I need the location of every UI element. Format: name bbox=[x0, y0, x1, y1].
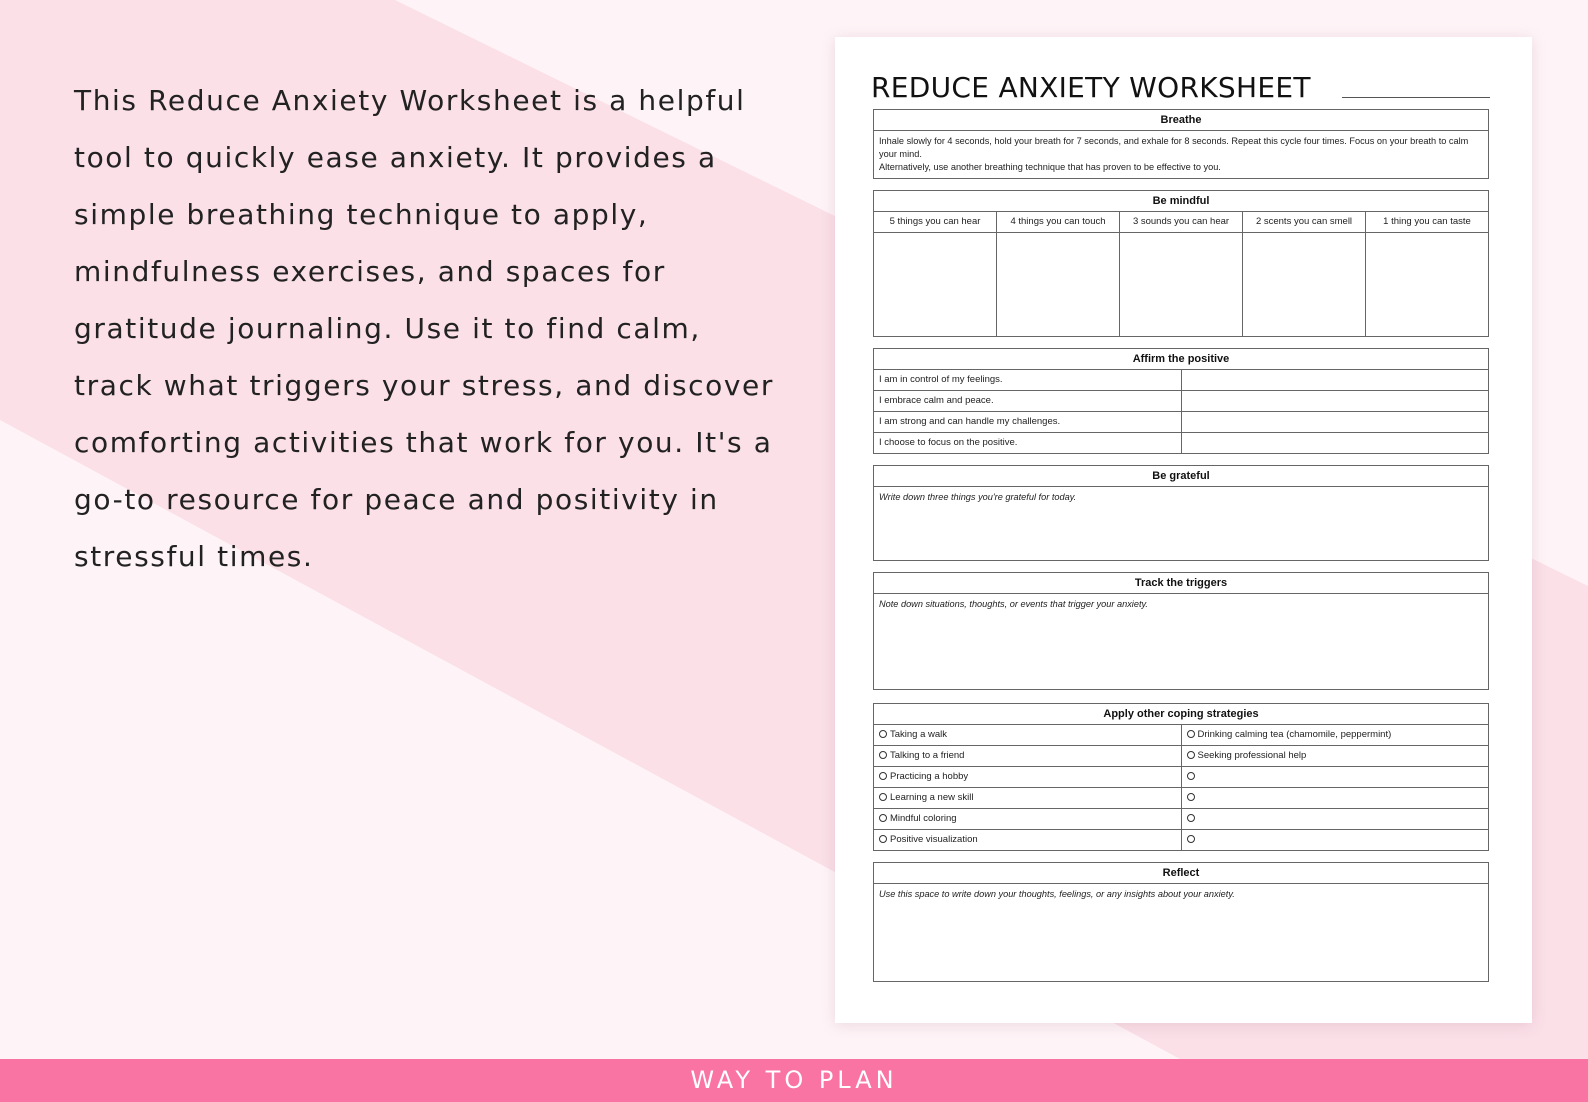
affirm-row bbox=[874, 370, 1488, 391]
coping-row bbox=[874, 725, 1488, 746]
coping-option[interactable] bbox=[1182, 830, 1489, 850]
breathe-alternative: Alternatively, use another breathing technique that has proven to be effective to you. bbox=[879, 162, 1221, 172]
coping-heading: Apply other coping strategies bbox=[874, 704, 1488, 725]
triggers-section bbox=[873, 572, 1489, 690]
coping-option[interactable] bbox=[1182, 767, 1489, 787]
mindful-answer-cell[interactable] bbox=[1243, 233, 1365, 337]
coping-row bbox=[874, 746, 1488, 767]
mindful-heading: Be mindful bbox=[874, 191, 1488, 212]
mindful-section bbox=[873, 190, 1489, 337]
affirmation-text: I embrace calm and peace. bbox=[874, 391, 1182, 411]
affirmation-response-cell[interactable] bbox=[1182, 412, 1489, 432]
affirmation-response-cell[interactable] bbox=[1182, 391, 1489, 411]
affirmation-text: I am strong and can handle my challenges. bbox=[874, 412, 1182, 432]
grateful-heading: Be grateful bbox=[874, 466, 1488, 487]
mindful-answer-cell[interactable] bbox=[1120, 233, 1242, 337]
coping-option[interactable]: Talking to a friend bbox=[874, 746, 1182, 766]
reflect-section bbox=[873, 862, 1489, 982]
coping-option[interactable]: Mindful coloring bbox=[874, 809, 1182, 829]
affirm-row bbox=[874, 391, 1488, 412]
mindful-column-header: 2 scents you can smell bbox=[1243, 212, 1365, 233]
coping-row bbox=[874, 809, 1488, 830]
checkbox-circle-icon[interactable] bbox=[1187, 793, 1195, 801]
reflect-heading: Reflect bbox=[874, 863, 1488, 884]
mindful-grid bbox=[874, 212, 1488, 337]
coping-row bbox=[874, 830, 1488, 850]
reflect-prompt[interactable]: Use this space to write down your thoughts, feelings, or any insights about your anxiety. bbox=[879, 889, 1235, 899]
worksheet-page bbox=[835, 37, 1532, 1023]
affirmation-text: I choose to focus on the positive. bbox=[874, 433, 1182, 453]
coping-section bbox=[873, 703, 1489, 851]
mindful-column-header: 5 things you can hear bbox=[874, 212, 996, 233]
triggers-prompt[interactable]: Note down situations, thoughts, or events that trigger your anxiety. bbox=[879, 599, 1148, 609]
breathe-heading: Breathe bbox=[874, 110, 1488, 131]
checkbox-circle-icon[interactable] bbox=[1187, 772, 1195, 780]
coping-option[interactable]: Taking a walk bbox=[874, 725, 1182, 745]
checkbox-circle-icon[interactable] bbox=[1187, 835, 1195, 843]
mindful-column-header: 1 thing you can taste bbox=[1366, 212, 1488, 233]
mindful-answer-cell[interactable] bbox=[997, 233, 1119, 337]
worksheet-title: REDUCE ANXIETY WORKSHEET bbox=[871, 71, 1311, 104]
title-underline bbox=[1342, 97, 1490, 98]
affirmation-response-cell[interactable] bbox=[1182, 370, 1489, 390]
checkbox-circle-icon[interactable] bbox=[1187, 730, 1195, 738]
coping-row bbox=[874, 767, 1488, 788]
grateful-section bbox=[873, 465, 1489, 561]
coping-option[interactable]: Positive visualization bbox=[874, 830, 1182, 850]
checkbox-circle-icon[interactable] bbox=[1187, 751, 1195, 759]
coping-option[interactable]: Seeking professional help bbox=[1182, 746, 1489, 766]
affirmation-response-cell[interactable] bbox=[1182, 433, 1489, 453]
mindful-answer-cell[interactable] bbox=[874, 233, 996, 337]
checkbox-circle-icon[interactable] bbox=[879, 814, 887, 822]
mindful-column-header: 3 sounds you can hear bbox=[1120, 212, 1242, 233]
affirm-section bbox=[873, 348, 1489, 454]
affirm-row bbox=[874, 412, 1488, 433]
coping-option[interactable] bbox=[1182, 788, 1489, 808]
breathe-instructions: Inhale slowly for 4 seconds, hold your breath for 7 seconds, and exhale for 8 seconds. Repeat this cycle four times. Focus on your breath to calm your mind. bbox=[879, 136, 1469, 159]
breathe-section bbox=[873, 109, 1489, 179]
affirm-row bbox=[874, 433, 1488, 453]
checkbox-circle-icon[interactable] bbox=[879, 772, 887, 780]
footer-brand-bar: WAY TO PLAN bbox=[0, 1059, 1588, 1102]
checkbox-circle-icon[interactable] bbox=[879, 793, 887, 801]
affirm-heading: Affirm the positive bbox=[874, 349, 1488, 370]
coping-option[interactable] bbox=[1182, 809, 1489, 829]
mindful-column-header: 4 things you can touch bbox=[997, 212, 1119, 233]
coping-option[interactable]: Practicing a hobby bbox=[874, 767, 1182, 787]
checkbox-circle-icon[interactable] bbox=[879, 730, 887, 738]
description-text: This Reduce Anxiety Worksheet is a helpful tool to quickly ease anxiety. It provides a simple breathing technique to apply, mindfulness exercises, and spaces for gratitude journaling. Use it to find calm, track what triggers your stress, and discover comforting activities that work for you. It's a go-to resource for peace and positivity in stressful times. bbox=[74, 84, 774, 573]
checkbox-circle-icon[interactable] bbox=[1187, 814, 1195, 822]
coping-row bbox=[874, 788, 1488, 809]
coping-option[interactable]: Drinking calming tea (chamomile, peppermint) bbox=[1182, 725, 1489, 745]
mindful-answer-cell[interactable] bbox=[1366, 233, 1488, 337]
coping-option[interactable]: Learning a new skill bbox=[874, 788, 1182, 808]
triggers-heading: Track the triggers bbox=[874, 573, 1488, 594]
grateful-prompt[interactable]: Write down three things you're grateful for today. bbox=[879, 492, 1077, 502]
checkbox-circle-icon[interactable] bbox=[879, 751, 887, 759]
affirmation-text: I am in control of my feelings. bbox=[874, 370, 1182, 390]
checkbox-circle-icon[interactable] bbox=[879, 835, 887, 843]
